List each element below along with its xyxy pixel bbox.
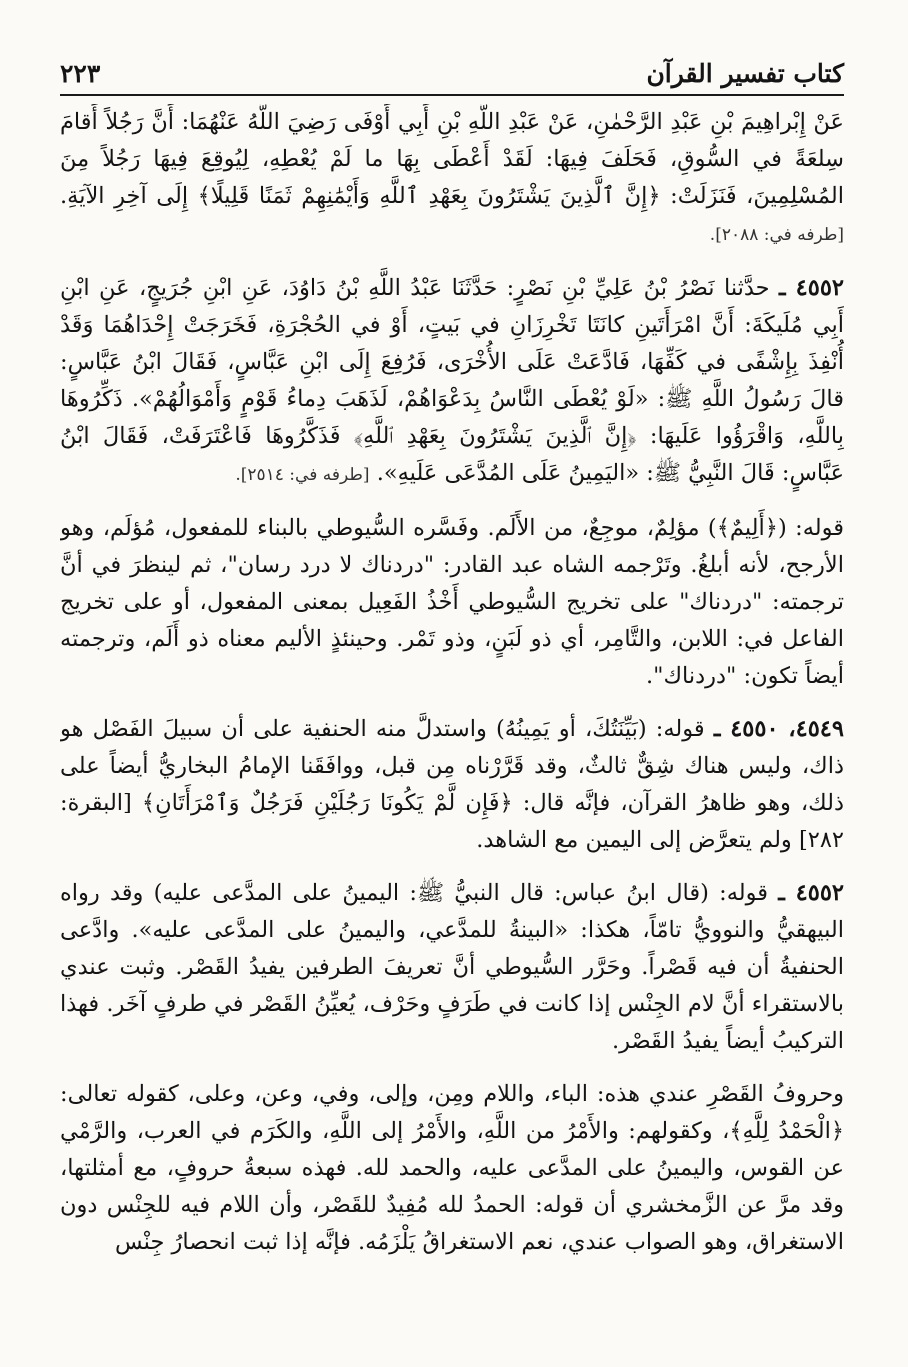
paragraph-text: عَنْ إِبْراهِيمَ بْنِ عَبْدِ الرَّحْمٰنِ، عَنْ عَبْدِ اللَّهِ بْنِ أَبِي أَوْفَى رَضِيَ اللَّهُ عَنْهُمَا: أَنَّ رَجُلاً أَقامَ سِلعَةً في السُّوقِ، فَحَلَفَ فِيهَا: لَقَدْ أَعْطَى بِهَا ما لَمْ يُعْطِهِ، لِيُوقِعَ فِيهَا رَجُلاً مِنَ المُسْلِمِينَ، فَنَزَلَتْ: ﴿إِنَّ ٱلَّذِينَ يَشْتَرُونَ بِعَهْدِ ٱللَّهِ وَأَيْمَٰنِهِمْ ثَمَنًا قَلِيلًا﴾ إِلَى آخِرِ الآيَةِ. xyxy=(60,109,844,209)
hadith-number: ٤٥٤٩، ٤٥٥٠ ـ xyxy=(713,716,844,742)
hadith-number: ٤٥٥٢ ـ xyxy=(778,880,844,906)
cross-reference: [طرفه في: ٢٥١٤]. xyxy=(235,465,370,485)
paragraph-text: قوله: (بَيِّنَتُكَ، أو يَمِينُهُ) واستدلَّ منه الحنفية على أن سبيلَ الفَصْل هو ذاك، وليس هناك شِقٌّ ثالثٌ، وقد قَرَّرْناه مِن قبل، ووافَقَنا الإمامُ البخاريُّ أيضاً على ذلك، وهو ظاهرُ القرآن، فإنَّه قال: ﴿فَإِن لَّمْ يَكُونَا رَجُلَيْنِ فَرَجُلٌ وَٱمْرَأَتَانِ﴾ [البقرة: ٢٨٢] ولم يتعرَّض إلى اليمين مع الشاهد. xyxy=(60,716,844,853)
paragraph-commentary-4549 xyxy=(60,711,844,859)
paragraph-text: وحروفُ القَصْرِ عندي هذه: الباء، واللام ومِن، وإلى، وفي، وعن، وعلى، كقوله تعالى: ﴿الْحَمْدُ لِلَّهِ﴾، وكقولهم: والأَمْرُ من اللَّهِ، والأَمْرُ إلى اللَّهِ، والكَرَم في العرب، والرَّمْي عن القوس، واليمينُ على المدَّعى عليه، والحمد لله. فهذه سبعةُ حروفٍ، مع أمثلتها، وقد مرَّ عن الزَّمخشري أن قوله: الحمدُ لله مُفِيدٌ للقَصْر، وأن اللام فيه للجِنْس دون الاستغراق، وهو الصواب عندي، نعم الاستغراقُ يَلْزَمُه. فإنَّه إذا ثبت انحصارُ جِنْس xyxy=(60,1081,844,1255)
paragraph-hadith-text xyxy=(60,104,844,254)
paragraph-hadith-4552 xyxy=(60,270,844,494)
paragraph-commentary-4552 xyxy=(60,875,844,1060)
book-title: كتاب تفسير القرآن xyxy=(646,59,844,88)
hadith-number: ٤٥٥٢ ـ xyxy=(778,275,844,301)
paragraph-text: قوله: (قال ابنُ عباس: قال النبيُّ ﷺ: اليمينُ على المدَّعى عليه) وقد رواه البيهقيُّ والنوويُّ تامّاً، هكذا: «البينةُ للمدَّعي، واليمينُ على المدَّعى عليه». وادَّعى الحنفيةُ أن فيه قَصْراً. وحَرَّر السُّيوطي أنَّ تعريفَ الطرفين يفيدُ القَصْر. وثبت عندي بالاستقراء أنَّ لام الجِنْس إذا كانت في طَرَفٍ وحَرْف، يُعيِّنُ القَصْر في طرفٍ آخَر. فهذا التركيبُ أيضاً يفيدُ القَصْر. xyxy=(60,880,844,1054)
page-header xyxy=(60,44,844,96)
paragraph-commentary-qasr xyxy=(60,1076,844,1261)
cross-reference: [طرفه في: ٢٠٨٨]. xyxy=(709,225,844,245)
paragraph-text: حدَّثنا نَصْرُ بْنُ عَلِيِّ بْنِ نَصْرٍ: حَدَّثَنَا عَبْدُ اللَّهِ بْنُ دَاوُدَ، عَنِ ابْنِ جُرَيجٍ، عَنِ ابْنِ أَبِي مُلَيكَةَ: أَنَّ امْرَأَتَينِ كانَتَا تَخْرِزَانِ في بَيتٍ، أَوْ في الحُجْرَةِ، فَخَرَجَتْ إِحْدَاهُمَا وَقَدْ أُنْفِذَ بِإِشْفًى في كَفِّهَا، فَادَّعَتْ عَلَى الأُخْرَى، فَرُفِعَ إِلَى ابْنِ عَبَّاسٍ، فَقَالَ ابْنُ عَبَّاسٍ: قالَ رَسُولُ اللَّهِ ﷺ: «لَوْ يُعْطَى النَّاسُ بِدَعْوَاهُمْ، لَذَهَبَ دِماءُ قَوْمٍ وَأَمْوَالُهُمْ». ذَكِّرُوهَا بِاللَّهِ، وَاقْرَؤُوا عَلَيهَا: ﴿إِنَّ ٱلَّذِينَ يَشْتَرُونَ بِعَهْدِ ٱللَّهِ﴾ فَذَكَّرُوهَا فَاعْتَرَفَتْ، فَقَالَ ابْنُ عَبَّاسٍ: قَالَ النَّبِيُّ ﷺ: «اليَمِينُ عَلَى المُدَّعَى عَلَيهِ». xyxy=(60,275,844,486)
page-body xyxy=(60,104,844,1347)
page-number: ٢٢٣ xyxy=(60,59,101,88)
paragraph-commentary-alim xyxy=(60,510,844,695)
paragraph-text: قوله: (﴿أَلِيمٌ﴾) مؤلِمٌ، موجِعٌ، من الأَلَم. وفَسَّره السُّيوطي بالبناء للمفعول، مُؤلَم، وهو الأرجح، لأنه أبلغُ. وتَرْجمه الشاه عبد القادر: "دردناك لا درد رسان"، ثم لينظرَ في أنَّ ترجمته: "دردناك" على تخريج السُّيوطي أَخْذُ الفَعِيل بمعنى المفعول، أو على تخريج الفاعل في: اللابن، والتَّامِر، أي ذو لَبَنٍ، وذو تَمْر. وحينئذٍ الأليم معناه ذو أَلَم، وترجمته أيضاً تكون: "دردناك". xyxy=(60,515,844,689)
